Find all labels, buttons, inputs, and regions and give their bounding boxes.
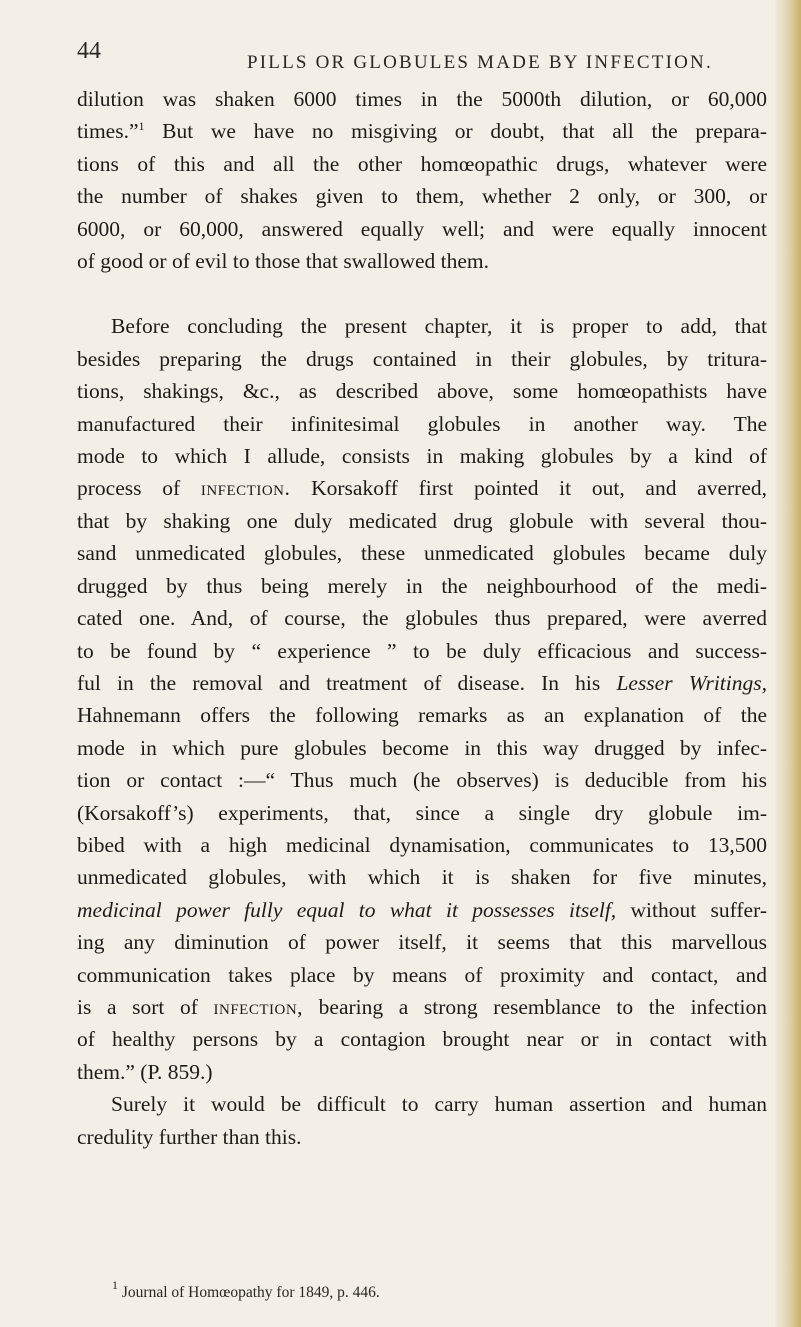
paragraph-2 (77, 310, 767, 1153)
body-text (77, 83, 767, 1153)
text-line: of healthy persons by a contagion brought near or in contact with (77, 1027, 767, 1052)
small-caps-term: infection. (200, 476, 291, 501)
text-run: Korsakoff first pointed it out, and averred, (290, 476, 768, 501)
text-line: (Korsakoff’s) experiments, that, since a single dry globule im- (77, 800, 767, 825)
text-line: communication takes place by means of proximity and contact, and (77, 962, 767, 987)
text-line: that by shaking one duly medicated drug globule with several thou- (77, 508, 767, 533)
text-line (77, 472, 767, 504)
footnote-reference: 1 (138, 119, 145, 134)
page-header (77, 38, 767, 78)
italic-title: Lesser Writings, (616, 670, 767, 695)
footnote (112, 1278, 752, 1303)
footnote-text: Journal of Homœopathy for 1849, p. 446. (118, 1284, 380, 1301)
text-line: tions, shakings, &c., as described above, some homœopathists have (77, 379, 767, 404)
text-run: without suffer- (616, 897, 767, 922)
page-number: 44 (77, 38, 101, 64)
small-caps-term: infection, (213, 994, 304, 1019)
paragraph-gap (77, 277, 767, 310)
text-run: process of (77, 476, 201, 501)
text-line: unmedicated globules, with which it is shaken for five minutes, (77, 865, 767, 890)
text-line: cated one. And, of course, the globules thus prepared, were averred (77, 606, 767, 631)
text-line (77, 991, 767, 1023)
footnote-marker: 1 (112, 1278, 118, 1292)
text-line: them.” (P. 859.) (77, 1059, 213, 1084)
text-line: dilution was shaken 6000 times in the 5000th dilution, or 60,000 (77, 87, 767, 111)
text-line (77, 115, 767, 147)
text-line: Surely it would be difficult to carry human assertion and human (111, 1092, 767, 1117)
text-run: is a sort of (77, 994, 214, 1019)
text-line: Before concluding the present chapter, it is proper to add, that (111, 314, 767, 339)
paragraph-1 (77, 83, 767, 277)
text-line: mode to which I allude, consists in making globules by a kind of (77, 444, 767, 469)
text-line: manufactured their infinitesimal globules in another way. The (77, 411, 767, 436)
text-line: bibed with a high medicinal dynamisation, communicates to 13,500 (77, 832, 767, 857)
text-run: ful in the removal and treatment of disease. In his (77, 670, 617, 695)
text-line (77, 667, 767, 699)
text-line: the number of shakes given to them, whether 2 only, or 300, or (77, 184, 767, 209)
text-run: bearing a strong resemblance to the infection (303, 994, 767, 1019)
text-line: drugged by thus being merely in the neighbourhood of the medi- (77, 573, 767, 598)
text-run: But we have no misgiving or doubt, that all the prepara- (144, 119, 767, 144)
text-line: to be found by “ experience ” to be duly efficacious and success- (77, 638, 767, 663)
text-line: of good or of evil to those that swallowed them. (77, 249, 490, 274)
page-edge-shadow (775, 0, 801, 1327)
text-line: ing any diminution of power itself, it seems that this marvellous (77, 930, 767, 955)
text-line: 6000, or 60,000, answered equally well; and were equally innocent (77, 216, 767, 241)
text-line: tion or contact :—“ Thus much (he observes) is deducible from his (77, 768, 767, 793)
text-line: tions of this and all the other homœopathic drugs, whatever were (77, 151, 767, 176)
italic-quote: medicinal power fully equal to what it possesses itself, (77, 897, 617, 922)
text-run: times.” (77, 119, 139, 144)
text-line: Hahnemann offers the following remarks as an explanation of the (77, 703, 767, 728)
text-line: mode in which pure globules become in this way drugged by infec- (77, 735, 767, 760)
running-head: PILLS OR GLOBULES MADE BY INFECTION. (247, 52, 713, 73)
text-line: sand unmedicated globules, these unmedicated globules became duly (77, 541, 767, 566)
text-line: besides preparing the drugs contained in their globules, by tritura- (77, 346, 767, 371)
text-line (77, 894, 767, 926)
text-line: credulity further than this. (77, 1124, 302, 1149)
